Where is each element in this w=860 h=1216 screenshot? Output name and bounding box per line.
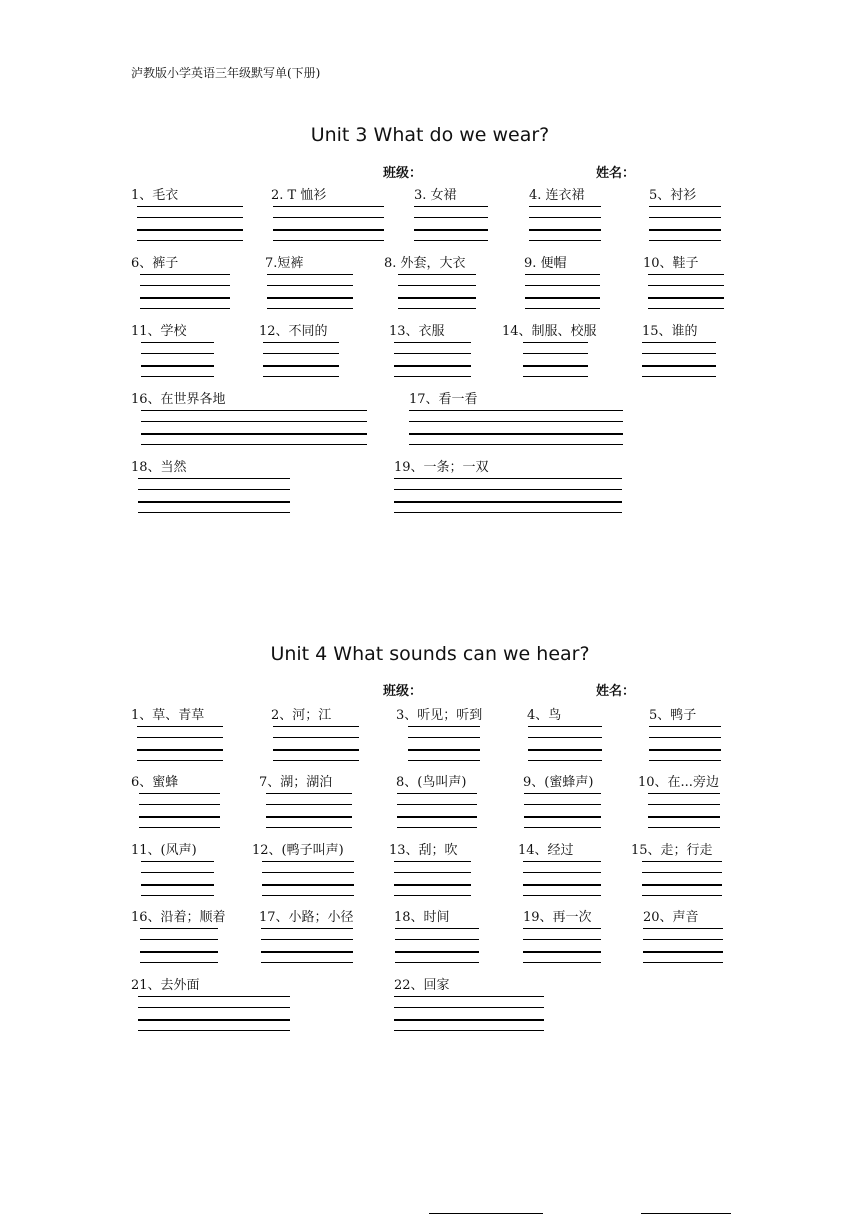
writing-line[interactable] <box>649 206 721 207</box>
dictation-item <box>631 839 722 899</box>
writing-line[interactable] <box>267 285 353 286</box>
dictation-item <box>389 320 471 380</box>
writing-line[interactable] <box>398 297 476 299</box>
item-label: 15、走；行走 <box>631 843 713 858</box>
writing-line[interactable] <box>642 376 716 377</box>
item-label: 10、鞋子 <box>643 256 699 271</box>
writing-line[interactable] <box>141 353 214 354</box>
writing-line[interactable] <box>137 749 223 751</box>
dictation-item <box>409 388 623 448</box>
writing-line[interactable] <box>648 297 724 299</box>
dictation-item <box>649 704 721 764</box>
writing-line[interactable] <box>273 206 384 207</box>
writing-line[interactable] <box>137 737 223 738</box>
writing-line[interactable] <box>523 861 601 862</box>
writing-line[interactable] <box>267 308 353 309</box>
writing-line[interactable] <box>523 939 601 940</box>
dictation-item <box>252 839 354 899</box>
writing-line[interactable] <box>394 342 471 343</box>
writing-line[interactable] <box>649 749 721 751</box>
writing-line[interactable] <box>397 793 477 794</box>
item-label: 21、去外面 <box>131 978 200 993</box>
writing-line[interactable] <box>261 962 353 963</box>
item-label: 7.短裤 <box>265 256 304 271</box>
writing-line[interactable] <box>523 884 601 886</box>
item-label: 6、蜜蜂 <box>131 775 179 790</box>
writing-line[interactable] <box>138 512 290 513</box>
writing-line[interactable] <box>261 951 353 953</box>
writing-line[interactable] <box>642 872 722 873</box>
writing-line[interactable] <box>525 274 600 275</box>
item-label: 19、再一次 <box>523 910 592 925</box>
dictation-item <box>384 252 476 312</box>
dictation-item <box>131 388 367 448</box>
writing-line[interactable] <box>138 1019 290 1021</box>
item-label: 10、在...旁边 <box>638 775 719 790</box>
dictation-item <box>527 704 602 764</box>
writing-line[interactable] <box>394 489 622 490</box>
dictation-item <box>271 184 384 244</box>
dictation-item <box>394 974 544 1034</box>
writing-line[interactable] <box>395 962 479 963</box>
writing-line[interactable] <box>137 206 243 207</box>
writing-line[interactable] <box>137 760 223 761</box>
writing-line[interactable] <box>273 760 359 761</box>
writing-line[interactable] <box>141 410 367 411</box>
writing-line[interactable] <box>394 996 544 997</box>
writing-line[interactable] <box>409 444 623 445</box>
class-label: 班级： <box>383 166 423 181</box>
writing-line[interactable] <box>394 501 622 503</box>
name-label: 姓名： <box>596 166 636 181</box>
writing-line[interactable] <box>523 342 588 343</box>
item-label: 18、时间 <box>394 910 450 925</box>
writing-line[interactable] <box>649 726 721 727</box>
item-label: 22、回家 <box>394 978 450 993</box>
writing-line[interactable] <box>273 240 384 241</box>
writing-line[interactable] <box>528 737 602 738</box>
writing-line[interactable] <box>262 861 354 862</box>
writing-line[interactable] <box>528 749 602 751</box>
writing-line[interactable] <box>140 285 230 286</box>
writing-line[interactable] <box>263 342 339 343</box>
writing-line[interactable] <box>642 895 722 896</box>
writing-line[interactable] <box>648 793 720 794</box>
writing-line[interactable] <box>409 410 623 411</box>
writing-line[interactable] <box>263 376 339 377</box>
dictation-item <box>502 320 597 380</box>
item-label: 12、不同的 <box>259 324 328 339</box>
item-label: 2. T 恤衫 <box>271 188 327 203</box>
item-label: 11、(风声) <box>131 843 197 858</box>
dictation-item <box>638 771 720 831</box>
writing-line[interactable] <box>408 760 480 761</box>
writing-line[interactable] <box>394 376 471 377</box>
dictation-item <box>524 252 600 312</box>
writing-line[interactable] <box>138 1007 290 1008</box>
writing-line[interactable] <box>649 240 721 241</box>
writing-line[interactable] <box>643 962 723 963</box>
writing-line[interactable] <box>138 501 290 503</box>
item-label: 6、裤子 <box>131 256 179 271</box>
writing-line[interactable] <box>397 804 477 805</box>
writing-line[interactable] <box>394 1030 544 1031</box>
dictation-item <box>131 771 220 831</box>
writing-line[interactable] <box>524 816 601 818</box>
writing-line[interactable] <box>523 376 588 377</box>
writing-line[interactable] <box>414 217 488 218</box>
writing-line[interactable] <box>263 365 339 367</box>
writing-line[interactable] <box>408 726 480 727</box>
writing-line[interactable] <box>139 804 220 805</box>
dictation-item <box>529 184 601 244</box>
dictation-item <box>271 704 359 764</box>
writing-line[interactable] <box>523 353 588 354</box>
unit-title: Unit 3 What do we wear? <box>310 124 550 146</box>
writing-line[interactable] <box>395 951 479 953</box>
writing-line[interactable] <box>642 861 722 862</box>
writing-line[interactable] <box>141 895 214 896</box>
item-label: 19、一条；一双 <box>394 460 489 475</box>
writing-line[interactable] <box>648 827 720 828</box>
writing-line[interactable] <box>525 308 600 309</box>
writing-line[interactable] <box>137 726 223 727</box>
writing-line[interactable] <box>138 1030 290 1031</box>
writing-line[interactable] <box>139 827 220 828</box>
writing-line[interactable] <box>414 206 488 207</box>
writing-line[interactable] <box>140 297 230 299</box>
writing-line[interactable] <box>528 760 602 761</box>
writing-line[interactable] <box>137 240 243 241</box>
writing-line[interactable] <box>140 308 230 309</box>
writing-line[interactable] <box>529 217 601 218</box>
writing-line[interactable] <box>140 951 218 953</box>
dictation-item <box>131 704 223 764</box>
writing-line[interactable] <box>642 342 716 343</box>
writing-line[interactable] <box>394 1007 544 1008</box>
writing-line[interactable] <box>394 353 471 354</box>
writing-line[interactable] <box>408 737 480 738</box>
item-label: 5、衬衫 <box>649 188 697 203</box>
writing-line[interactable] <box>523 872 601 873</box>
writing-line[interactable] <box>523 951 601 953</box>
item-label: 17、看一看 <box>409 392 478 407</box>
writing-line[interactable] <box>649 217 721 218</box>
writing-line[interactable] <box>262 884 354 886</box>
writing-line[interactable] <box>643 939 723 940</box>
writing-line[interactable] <box>273 737 359 738</box>
item-label: 16、沿着；顺着 <box>131 910 226 925</box>
item-label: 9、(蜜蜂声) <box>523 775 594 790</box>
writing-line[interactable] <box>262 895 354 896</box>
dictation-item <box>523 906 601 966</box>
dictation-item <box>259 906 353 966</box>
item-label: 7、湖；湖泊 <box>259 775 333 790</box>
item-label: 17、小路；小径 <box>259 910 354 925</box>
item-label: 15、谁的 <box>642 324 698 339</box>
writing-line[interactable] <box>394 861 471 862</box>
dictation-item <box>259 771 352 831</box>
writing-line[interactable] <box>649 760 721 761</box>
name-label: 姓名： <box>596 684 636 699</box>
item-label: 3、听见；听到 <box>396 708 483 723</box>
writing-line[interactable] <box>643 951 723 953</box>
writing-line[interactable] <box>138 478 290 479</box>
writing-line[interactable] <box>394 895 471 896</box>
writing-line[interactable] <box>648 274 724 275</box>
writing-line[interactable] <box>643 928 723 929</box>
item-label: 5、鸭子 <box>649 708 697 723</box>
writing-line[interactable] <box>398 308 476 309</box>
writing-line[interactable] <box>140 274 230 275</box>
writing-line[interactable] <box>395 928 479 929</box>
writing-line[interactable] <box>137 217 243 218</box>
writing-line[interactable] <box>140 939 218 940</box>
item-label: 3. 女裙 <box>414 188 457 203</box>
writing-line[interactable] <box>261 939 353 940</box>
item-label: 14、经过 <box>518 843 574 858</box>
writing-line[interactable] <box>394 478 622 479</box>
writing-line[interactable] <box>266 827 352 828</box>
writing-line[interactable] <box>525 285 600 286</box>
writing-line[interactable] <box>140 962 218 963</box>
dictation-item <box>396 771 477 831</box>
writing-line[interactable] <box>273 749 359 751</box>
writing-line[interactable] <box>642 884 722 886</box>
writing-line[interactable] <box>409 421 623 422</box>
writing-line[interactable] <box>648 816 720 818</box>
writing-line[interactable] <box>529 229 601 231</box>
writing-line[interactable] <box>649 229 721 231</box>
writing-line[interactable] <box>262 872 354 873</box>
writing-line[interactable] <box>398 285 476 286</box>
writing-line[interactable] <box>139 793 220 794</box>
writing-line[interactable] <box>141 433 367 435</box>
dictation-item <box>518 839 601 899</box>
writing-line[interactable] <box>414 229 488 231</box>
writing-line[interactable] <box>141 342 214 343</box>
writing-line[interactable] <box>524 793 601 794</box>
writing-line[interactable] <box>528 726 602 727</box>
writing-line[interactable] <box>408 749 480 751</box>
dictation-item <box>396 704 483 764</box>
dictation-item <box>394 456 622 516</box>
dictation-item <box>131 974 290 1034</box>
item-label: 4. 连衣裙 <box>529 188 585 203</box>
item-label: 13、衣服 <box>389 324 445 339</box>
writing-line[interactable] <box>266 804 352 805</box>
writing-line[interactable] <box>648 308 724 309</box>
writing-line[interactable] <box>648 804 720 805</box>
writing-line[interactable] <box>273 229 384 231</box>
writing-line[interactable] <box>529 206 601 207</box>
writing-line[interactable] <box>267 297 353 299</box>
writing-line[interactable] <box>523 928 601 929</box>
dictation-item <box>131 839 214 899</box>
writing-line[interactable] <box>398 274 476 275</box>
writing-line[interactable] <box>261 928 353 929</box>
writing-line[interactable] <box>395 939 479 940</box>
writing-line[interactable] <box>267 274 353 275</box>
writing-line[interactable] <box>141 365 214 367</box>
item-label: 1、草、青草 <box>131 708 205 723</box>
writing-line[interactable] <box>524 804 601 805</box>
writing-line[interactable] <box>523 365 588 367</box>
writing-line[interactable] <box>397 816 477 818</box>
dictation-item <box>131 184 243 244</box>
writing-line[interactable] <box>266 816 352 818</box>
item-label: 2、河；江 <box>271 708 332 723</box>
writing-line[interactable] <box>525 297 600 299</box>
writing-line[interactable] <box>648 285 724 286</box>
item-label: 11、学校 <box>131 324 187 339</box>
writing-line[interactable] <box>137 229 243 231</box>
writing-line[interactable] <box>524 827 601 828</box>
writing-line[interactable] <box>141 421 367 422</box>
writing-line[interactable] <box>138 996 290 997</box>
writing-line[interactable] <box>529 240 601 241</box>
unit-title: Unit 4 What sounds can we hear? <box>270 643 590 665</box>
writing-line[interactable] <box>141 872 214 873</box>
dictation-item <box>389 839 471 899</box>
writing-line[interactable] <box>642 365 716 367</box>
writing-line[interactable] <box>141 861 214 862</box>
item-label: 18、当然 <box>131 460 187 475</box>
writing-line[interactable] <box>394 365 471 367</box>
dictation-item <box>523 771 601 831</box>
writing-line[interactable] <box>138 489 290 490</box>
writing-line[interactable] <box>394 512 622 513</box>
dictation-item <box>131 456 290 516</box>
writing-line[interactable] <box>394 872 471 873</box>
item-label: 8. 外套，大衣 <box>384 256 466 271</box>
writing-line[interactable] <box>523 895 601 896</box>
dictation-item <box>265 252 353 312</box>
writing-line[interactable] <box>397 827 477 828</box>
writing-line[interactable] <box>273 217 384 218</box>
writing-line[interactable] <box>273 726 359 727</box>
item-label: 4、鸟 <box>527 708 562 723</box>
item-label: 20、声音 <box>643 910 699 925</box>
writing-line[interactable] <box>263 353 339 354</box>
writing-line[interactable] <box>394 1019 544 1021</box>
item-label: 9. 便帽 <box>524 256 567 271</box>
writing-line[interactable] <box>409 433 623 435</box>
dictation-item <box>131 252 230 312</box>
item-label: 16、在世界各地 <box>131 392 226 407</box>
dictation-item <box>394 906 479 966</box>
dictation-item <box>259 320 339 380</box>
item-label: 1、毛衣 <box>131 188 179 203</box>
dictation-item <box>643 252 724 312</box>
writing-line[interactable] <box>141 884 214 886</box>
writing-line[interactable] <box>414 240 488 241</box>
item-label: 12、(鸭子叫声) <box>252 843 344 858</box>
item-label: 13、刮；吹 <box>389 843 458 858</box>
dictation-item <box>642 320 716 380</box>
writing-line[interactable] <box>141 444 367 445</box>
dictation-item <box>131 906 226 966</box>
worksheet-header: 泸教版小学英语三年级默写单(下册) <box>131 66 321 80</box>
writing-line[interactable] <box>266 793 352 794</box>
dictation-item <box>414 184 488 244</box>
writing-line[interactable] <box>394 884 471 886</box>
writing-line[interactable] <box>141 376 214 377</box>
dictation-item <box>643 906 723 966</box>
writing-line[interactable] <box>140 928 218 929</box>
class-label: 班级： <box>383 684 423 699</box>
writing-line[interactable] <box>649 737 721 738</box>
writing-line[interactable] <box>523 962 601 963</box>
item-label: 14、制服、校服 <box>502 324 597 339</box>
item-label: 8、(鸟叫声) <box>396 775 467 790</box>
writing-line[interactable] <box>139 816 220 818</box>
dictation-item <box>131 320 214 380</box>
dictation-item <box>649 184 721 244</box>
writing-line[interactable] <box>642 353 716 354</box>
